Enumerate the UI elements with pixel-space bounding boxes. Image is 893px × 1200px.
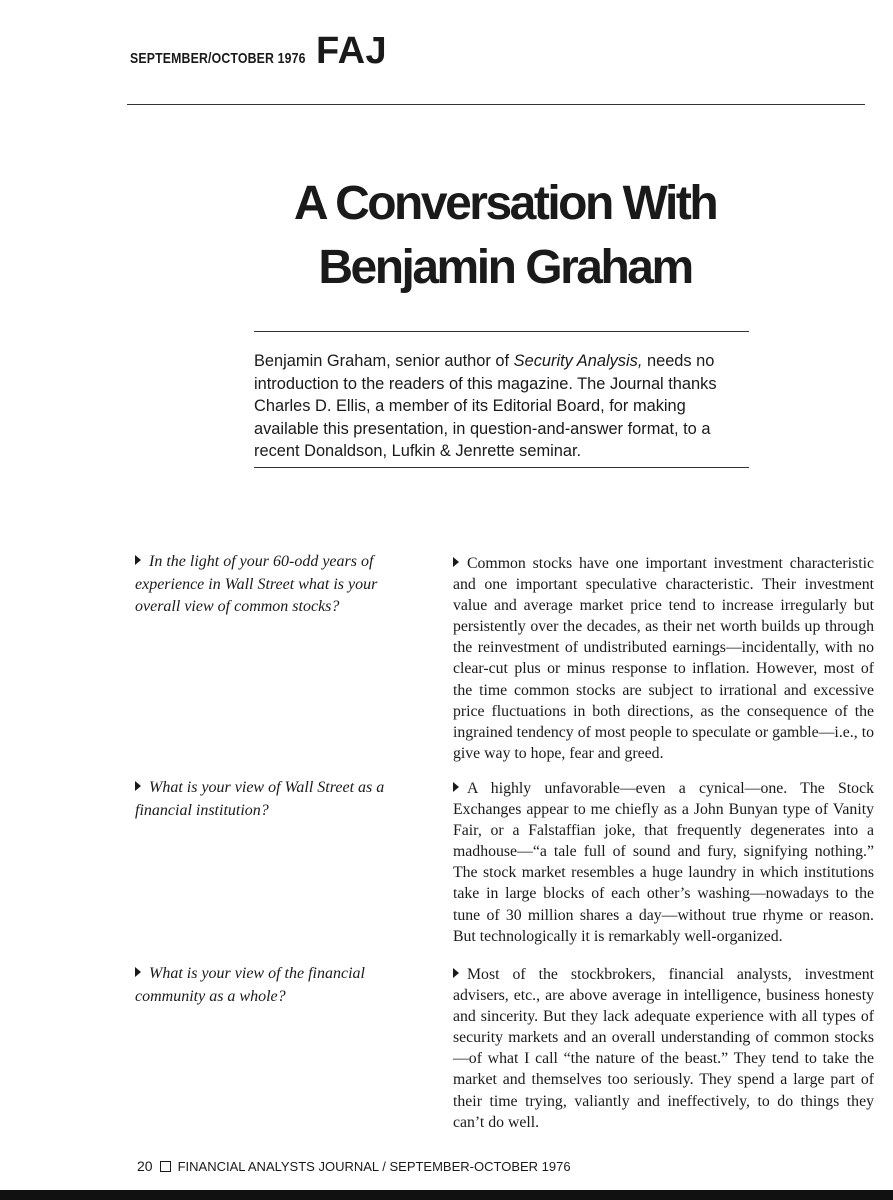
answer-1: Common stocks have one important investment characteristic and one important speculative characteristic. Their investment value and average market price tend to increase irregularly but persistently over the decades, as their net worth builds up through the reinvestment of undistributed earnings—incidentally, with no clear-cut plus or minus response to inflation. However, most of the time common stocks are subject to irrational and excessive price fluctuations in both directions, as the consequence of the ingrained tendency of most people to speculate or gamble—i.e., to give way to hope, fear and greed. [453,555,874,762]
triangle-bullet-icon [453,968,459,978]
bottom-edge-bar [0,1190,893,1200]
triangle-bullet-icon [453,782,459,792]
question-1: In the light of your 60-odd years of experience in Wall Street what is your overall view of common stocks? [135,553,378,615]
triangle-bullet-icon [135,555,141,565]
footer-text: FINANCIAL ANALYSTS JOURNAL / SEPTEMBER-OCTOBER 1976 [177,1158,571,1174]
page-number: 20 [137,1158,153,1174]
square-separator-icon [160,1161,171,1172]
issue-date: SEPTEMBER/OCTOBER 1976 [130,50,306,67]
triangle-bullet-icon [135,781,141,791]
header-rule [127,104,865,105]
intro-rule-top [254,331,749,332]
intro-text-1: Benjamin Graham, senior author of [254,352,514,370]
triangle-bullet-icon [135,967,141,977]
article-intro [254,350,754,463]
question-3: What is your view of the financial community as a whole? [135,965,365,1005]
title-line-2: Benjamin Graham [318,241,692,294]
intro-text-2: needs no introduction to the readers of this magazine. The Journal thanks Charles D. Ellis, a member of its Editorial Board, for making available this presentation, in question-and-answer format, to a recent Donaldson, Lufkin & Jenrette seminar. [254,352,717,460]
triangle-bullet-icon [453,557,459,567]
intro-rule-bottom [254,467,749,468]
question-2: What is your view of Wall Street as a financial institution? [135,779,385,819]
title-line-1: A Conversation With [293,177,717,230]
answer-3: Most of the stockbrokers, financial analysts, investment advisers, etc., are above average in intelligence, business honesty and sincerity. But they lack adequate experience with all types of security markets and an overall understanding of common stocks—of what I call “the nature of the beast.” They tend to take the market and themselves too seriously. They spend a large part of their time trying, valiantly and ineffectively, to do things they can’t do well. [453,966,874,1131]
page-footer [137,1158,571,1174]
journal-logo: FAJ [316,30,388,72]
intro-book-title: Security Analysis, [513,352,643,370]
masthead [130,30,387,73]
answer-2: A highly unfavorable—even a cynical—one. The Stock Exchanges appear to me chiefly as a John Bunyan type of Vanity Fair, or a Falstaffian joke, that frequently degenerates into a madhouse—“a tale full of sound and fury, signifying nothing.” The stock market resembles a huge laundry in which institutions take in large blocks of each other’s washing—nowadays to the tune of 30 million shares a day—without true rhyme or reason. But technologically it is remarkably well-organized. [453,780,874,945]
article-title [210,172,800,300]
